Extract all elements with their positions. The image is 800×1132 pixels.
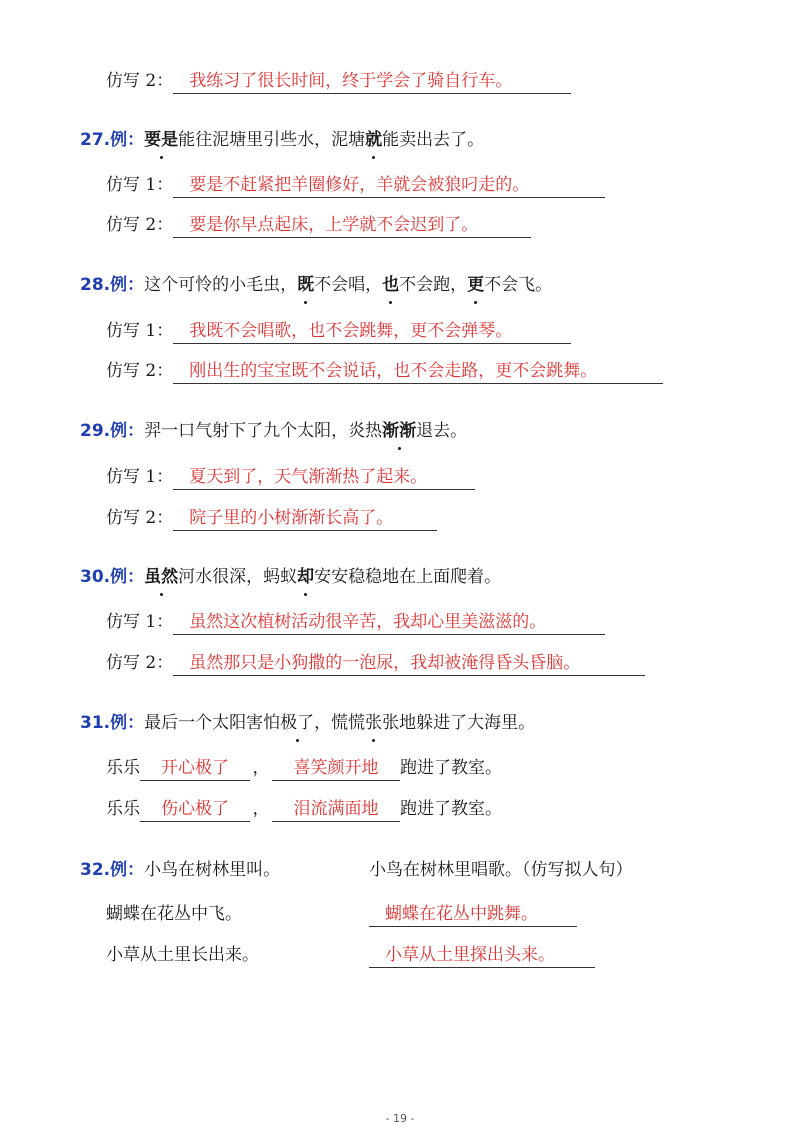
q31-example (80, 708, 535, 738)
example-text: 最后一个太阳害怕 (144, 713, 281, 733)
question-number: 31. (80, 713, 111, 733)
answer-text: 刚出生的宝宝既不会说话，也不会走路，更不会跳舞。 (173, 359, 663, 384)
q30-example (80, 562, 501, 592)
q29-example (80, 416, 467, 446)
original-sentence: 蝴蝶在花丛中飞。 (106, 904, 242, 924)
emphasis-word: 要是 (144, 125, 178, 155)
original-sentence: 小草从土里长出来。 (106, 945, 259, 965)
example-text: 不会跑， (399, 275, 468, 295)
example-label: 例： (110, 860, 145, 880)
q32-row-2-answer (369, 940, 595, 970)
example-left-text: 小鸟在树林里叫。 (144, 860, 281, 880)
q32-row-1-left (106, 899, 242, 929)
example-label: 例： (110, 567, 145, 587)
q32-example (80, 855, 280, 885)
q29-imitation-2 (106, 503, 437, 533)
q30-imitation-2 (106, 648, 645, 678)
imitation-label: 仿写 1： (106, 612, 174, 632)
q27-imitation-2 (106, 210, 531, 240)
example-text: 能往泥塘里引些水，泥塘 (178, 130, 366, 150)
imitation-label: 仿写 2： (106, 215, 174, 235)
comma-text: ， (252, 758, 270, 778)
subject-text: 乐乐 (106, 758, 140, 778)
example-text: 安安稳稳地在上面爬着。 (314, 567, 502, 587)
emphasis-word: 极了 (280, 708, 314, 738)
q31-row-2 (106, 794, 502, 824)
tail-text: 跑进了教室。 (400, 758, 502, 778)
comma-text: ， (252, 799, 270, 819)
imitation-label: 仿写 1： (106, 467, 174, 487)
example-text: 能卖出去了。 (382, 130, 485, 150)
example-label: 例： (110, 713, 145, 733)
imitation-label: 仿写 2： (106, 361, 174, 381)
example-text: 退去。 (416, 421, 468, 441)
imitation-label: 仿写 1： (106, 321, 174, 341)
tail-text: 跑进了教室。 (400, 799, 502, 819)
answer-blank: 伤心极了 (140, 797, 250, 822)
example-text: 河水很深，蚂蚁 (178, 567, 298, 587)
example-text: 躲进了大海里。 (416, 713, 536, 733)
answer-text: 要是不赶紧把羊圈修好，羊就会被狼叼走的。 (173, 173, 605, 198)
answer-text: 夏天到了，天气渐渐热了起来。 (173, 465, 475, 490)
emphasis-word: 虽然 (144, 562, 178, 592)
q27-imitation-1 (106, 170, 605, 200)
example-text: 不会飞。 (484, 275, 553, 295)
q28-imitation-1 (106, 316, 571, 346)
q28-imitation-2 (106, 356, 663, 386)
q30-imitation-1 (106, 607, 605, 637)
q28-example (80, 270, 552, 300)
answer-text: 院子里的小树渐渐长高了。 (173, 506, 437, 531)
imitation-label: 仿写 1： (106, 175, 174, 195)
emphasis-word: 渐渐 (382, 416, 416, 446)
answer-text: 我既不会唱歌，也不会跳舞，更不会弹琴。 (173, 319, 571, 344)
q27-example (80, 125, 484, 155)
example-text: 这个可怜的小毛虫， (144, 275, 298, 295)
answer-text: 虽然那只是小狗撒的一泡尿，我却被淹得昏头昏脑。 (173, 651, 645, 676)
answer-text: 虽然这次植树活动很辛苦，我却心里美滋滋的。 (173, 610, 605, 635)
answer-text: 蝴蝶在花丛中跳舞。 (369, 902, 577, 927)
question-number: 28. (80, 275, 111, 295)
emphasis-word: 更 (467, 270, 484, 300)
example-label: 例： (110, 421, 145, 441)
imitation-label: 仿写 2： (106, 653, 174, 673)
question-number: 27. (80, 130, 111, 150)
emphasis-word: 慌慌张张地 (331, 708, 416, 738)
question-number: 30. (80, 567, 111, 587)
imitation-label: 仿写 2： (106, 71, 174, 91)
example-text: 羿一口气射下了九个太阳，炎热 (144, 421, 383, 441)
page-number: - 19 - (385, 1112, 415, 1125)
answer-text: 要是你早点起床，上学就不会迟到了。 (173, 213, 531, 238)
question-number: 29. (80, 421, 111, 441)
example-text: ， (314, 713, 332, 733)
answer-blank: 泪流满面地 (272, 797, 400, 822)
q32-row-1-answer (369, 899, 577, 929)
example-text: 不会唱， (314, 275, 383, 295)
answer-blank: 喜笑颜开地 (272, 756, 400, 781)
q32-example-right (369, 855, 633, 885)
subject-text: 乐乐 (106, 799, 140, 819)
answer-text: 小草从土里探出头来。 (369, 943, 595, 968)
q26-imitation-2 (106, 66, 571, 96)
q29-imitation-1 (106, 462, 475, 492)
answer-text: 我练习了很长时间，终于学会了骑自行车。 (173, 69, 571, 94)
q32-row-2-left (106, 940, 259, 970)
example-label: 例： (110, 275, 145, 295)
emphasis-word: 却 (297, 562, 314, 592)
emphasis-word: 也 (382, 270, 399, 300)
emphasis-word: 就 (365, 125, 382, 155)
question-number: 32. (80, 860, 111, 880)
example-right-text: 小鸟在树林里唱歌。（仿写拟人句） (369, 860, 633, 880)
answer-blank: 开心极了 (140, 756, 250, 781)
q31-row-1 (106, 753, 502, 783)
imitation-label: 仿写 2： (106, 508, 174, 528)
example-label: 例： (110, 130, 145, 150)
emphasis-word: 既 (297, 270, 314, 300)
